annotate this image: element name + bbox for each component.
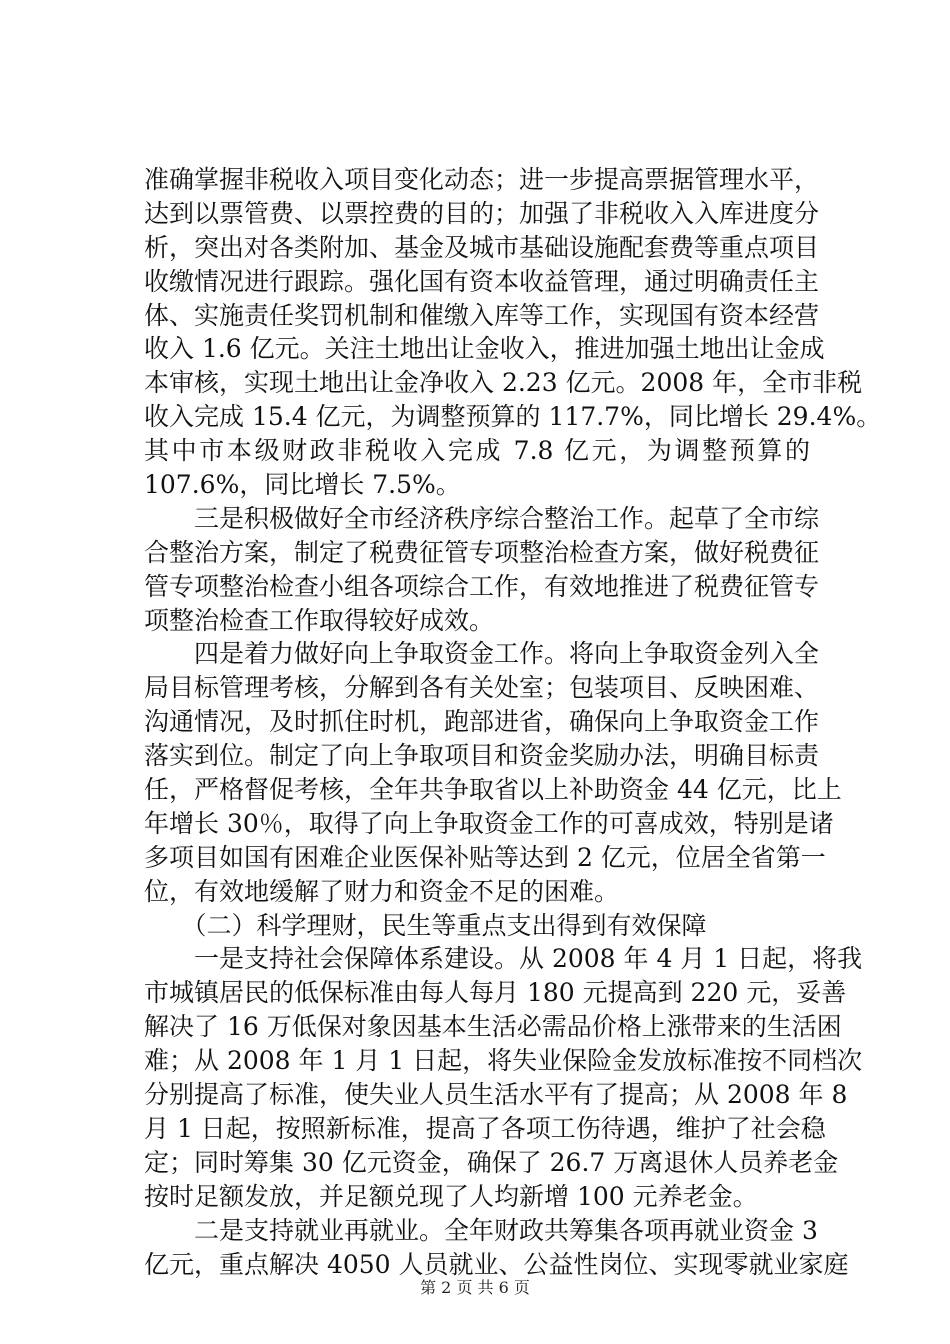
text-line: 四是着力做好向上争取资金工作。将向上争取资金列入全 [144, 639, 820, 669]
text-line: 107.6%，同比增长 7.5%。 [144, 470, 461, 500]
text-line: 难；从 2008 年 1 月 1 日起，将失业保险金发放标准按不同档次 [144, 1046, 863, 1076]
text-line: 解决了 16 万低保对象因基本生活必需品价格上涨带来的生活困 [144, 1012, 842, 1042]
text-line: 项整治检查工作取得较好成效。 [144, 605, 495, 635]
text-line: 亿元，重点解决 4050 人员就业、公益性岗位、实现零就业家庭 [144, 1249, 849, 1279]
text-line: 任，严格督促考核，全年共争取省以上补助资金 44 亿元，比上 [144, 775, 842, 805]
text-line: 收入完成 15.4 亿元，为调整预算的 117.7%，同比增长 29.4%。 [144, 402, 882, 432]
text-line: 年增长 30％，取得了向上争取资金工作的可喜成效，特别是诸 [144, 808, 834, 838]
text-line: 合整治方案，制定了税费征管专项整治检查方案，做好税费征 [144, 537, 820, 567]
text-line: 三是积极做好全市经济秩序综合整治工作。起草了全市综 [144, 503, 820, 533]
text-line: 月 1 日起，按照新标准，提高了各项工伤待遇，维护了社会稳 [144, 1113, 826, 1143]
text-line: 市城镇居民的低保标准由每人每月 180 元提高到 220 元，妥善 [144, 978, 847, 1008]
text-line: （二）科学理财，民生等重点支出得到有效保障 [144, 910, 707, 940]
text-line: 准确掌握非税收入项目变化动态；进一步提高票据管理水平， [144, 165, 820, 194]
text-line: 管专项整治检查小组各项综合工作，有效地推进了税费征管专 [144, 571, 820, 601]
text-line: 达到以票管费、以票控费的目的；加强了非税收入入库进度分 [144, 198, 820, 228]
text-line: 本审核，实现土地出让金净收入 2.23 亿元。2008 年，全市非税 [144, 368, 863, 398]
text-line: 分别提高了标准，使失业人员生活水平有了提高；从 2008 年 8 [144, 1080, 848, 1110]
text-line: 析，突出对各类附加、基金及城市基础设施配套费等重点项目 [144, 232, 820, 262]
text-line: 位，有效地缓解了财力和资金不足的困难。 [144, 876, 620, 906]
text-line: 沟通情况，及时抓住时机，跑部进省，确保向上争取资金工作 [144, 707, 820, 737]
page-footer: 第 2 页 共 6 页 [420, 1278, 530, 1297]
text-line: 局目标管理考核，分解到各有关处室；包装项目、反映困难、 [144, 673, 820, 703]
text-line: 收入 1.6 亿元。关注土地出让金收入，推进加强土地出让金成 [144, 334, 825, 364]
text-line: 体、实施责任奖罚机制和催缴入库等工作，实现国有资本经营 [144, 300, 820, 330]
text-line: 定；同时筹集 30 亿元资金，确保了 26.7 万离退休人员养老金 [144, 1147, 839, 1177]
text-line: 收缴情况进行跟踪。强化国有资本收益管理，通过明确责任主 [144, 266, 820, 296]
document-body [144, 163, 882, 1281]
text-line: 落实到位。制定了向上争取项目和资金奖励办法，明确目标责 [144, 741, 820, 771]
text-line: 按时足额发放，并足额兑现了人均新增 100 元养老金。 [144, 1181, 758, 1211]
text-line: 二是支持就业再就业。全年财政共筹集各项再就业资金 3 [144, 1215, 818, 1245]
text-line: 其中市本级财政非税收入完成 7.8 亿元，为调整预算的 [144, 436, 810, 466]
text-line: 多项目如国有困难企业医保补贴等达到 2 亿元，位居全省第一 [144, 842, 826, 872]
text-line: 一是支持社会保障体系建设。从 2008 年 4 月 1 日起，将我 [144, 944, 863, 974]
